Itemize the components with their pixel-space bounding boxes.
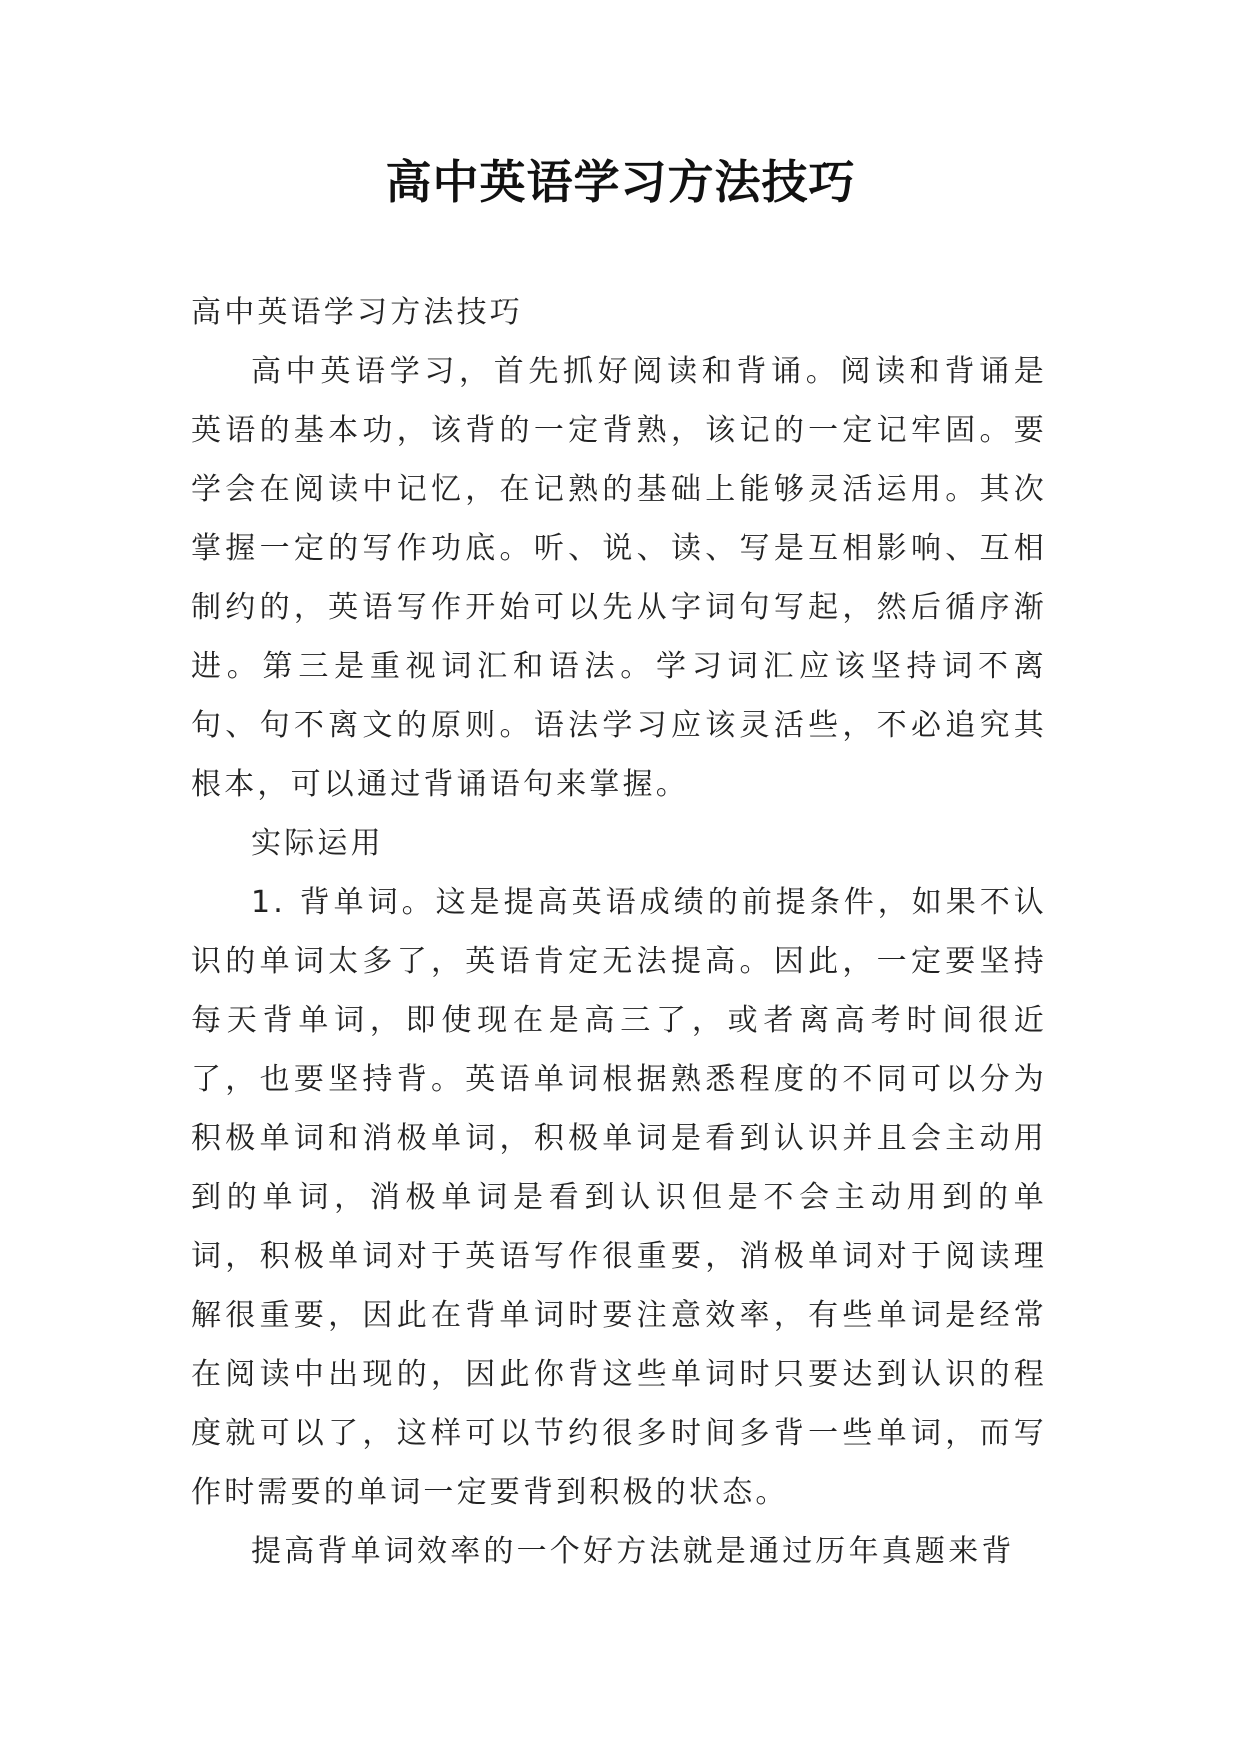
document-title: 高中英语学习方法技巧 [385,155,856,209]
paragraph-intro: 高中英语学习，首先抓好阅读和背诵。阅读和背诵是英语的基本功，该背的一定背熟，该记的一定记牢固。要学会在阅读中记忆，在记熟的基础上能够灵活运用。其次掌握一定的写作功底。听、说、读、写是互相影响、互相制约的，英语写作开始可以先从字词句写起，然后循序渐进。第三是重视词汇和语法。学习词汇应该坚持词不离句、句不离文的原则。语法学习应该灵活些，不必追究其根本，可以通过背诵语句来掌握。 [191,354,1047,802]
document-body [191,283,1047,1581]
document-subtitle: 高中英语学习方法技巧 [191,295,523,330]
paragraph-efficiency: 提高背单词效率的一个好方法就是通过历年真题来背 [251,1534,1015,1569]
section-heading-practice: 实际运用 [251,826,384,861]
paragraph-vocabulary: 1. 背单词。这是提高英语成绩的前提条件，如果不认识的单词太多了，英语肯定无法提高。因此，一定要坚持每天背单词，即使现在是高三了，或者离高考时间很近了，也要坚持背。英语单词根据熟悉程度的不同可以分为积极单词和消极单词，积极单词是看到认识并且会主动用到的单词，消极单词是看到认识但是不会主动用到的单词，积极单词对于英语写作很重要，消极单词对于阅读理解很重要，因此在背单词时要注意效率，有些单词是经常在阅读中出现的，因此你背这些单词时只要达到认识的程度就可以了，这样可以节约很多时间多背一些单词，而写作时需要的单词一定要背到积极的状态。 [191,885,1047,1510]
